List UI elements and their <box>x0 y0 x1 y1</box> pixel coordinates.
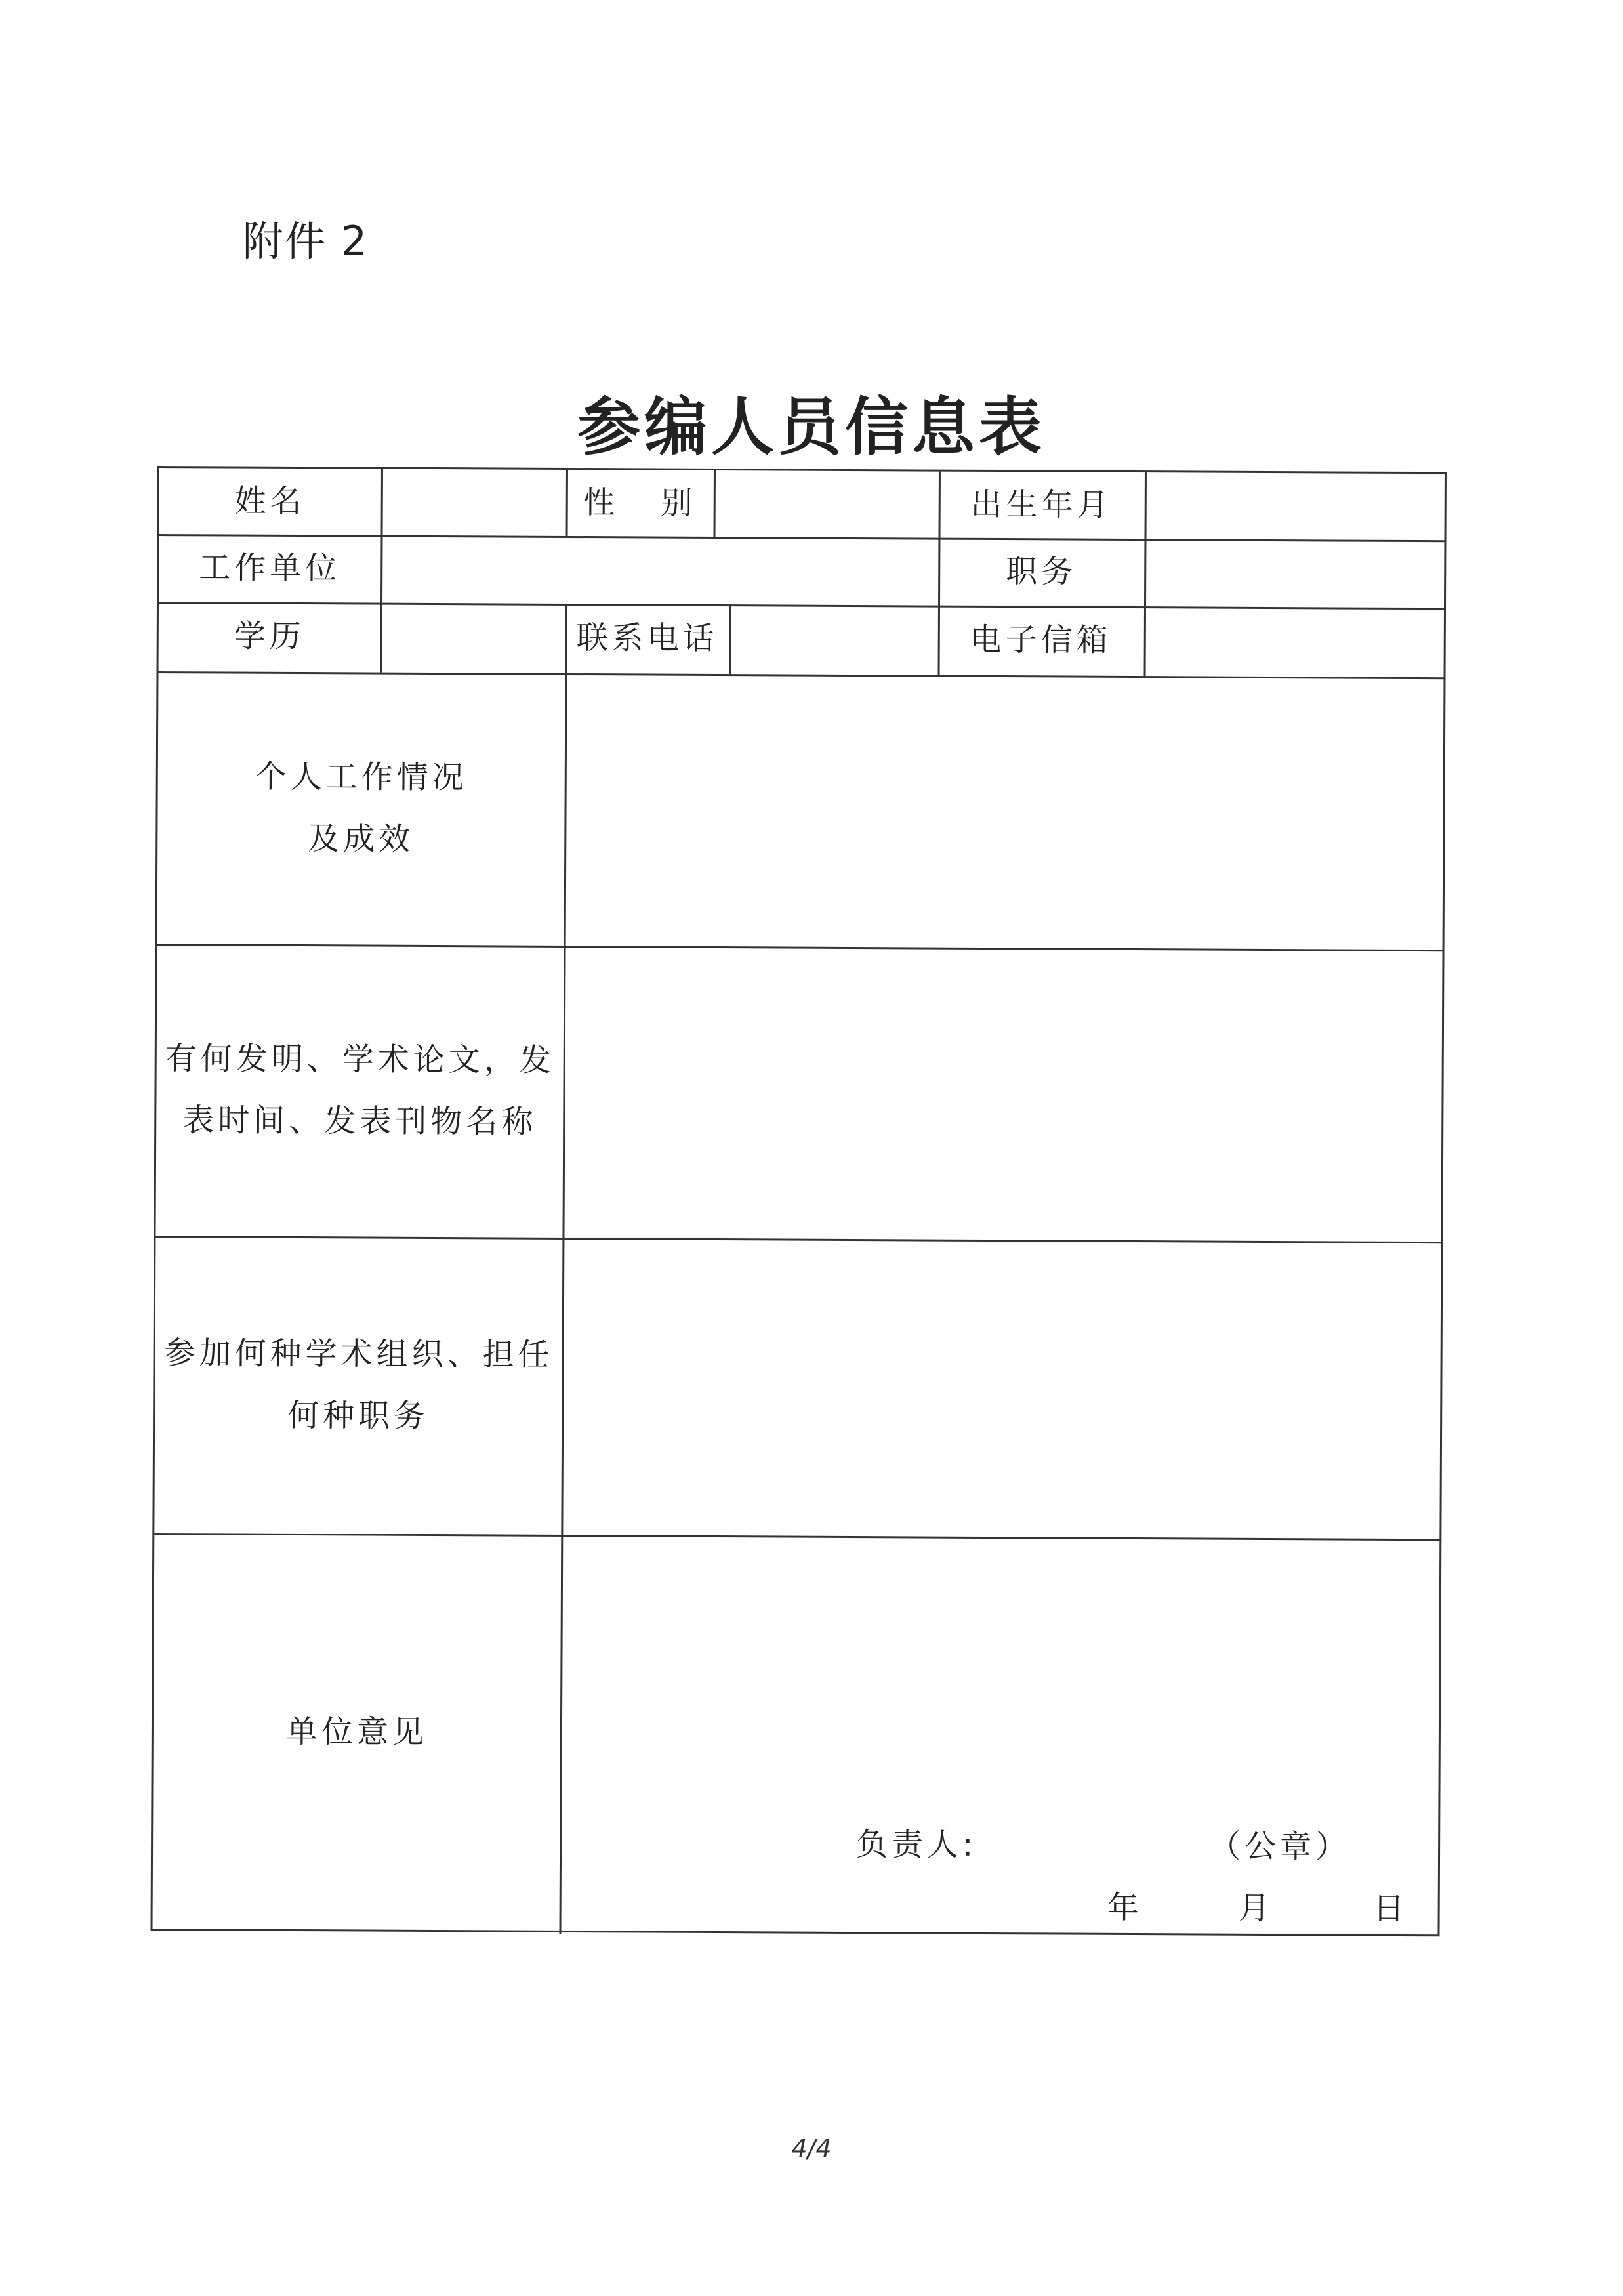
label-organizations <box>154 1236 562 1535</box>
page-number: 4/4 <box>791 2134 832 2163</box>
date-month-label: 月 <box>1238 1889 1274 1927</box>
inventions-value[interactable] <box>562 946 1444 1242</box>
label-work-achievement <box>157 671 565 946</box>
official-seal-label: （公章） <box>1208 1827 1351 1866</box>
work-unit-value[interactable] <box>380 535 938 606</box>
email-value[interactable] <box>1144 606 1446 677</box>
phone-value[interactable] <box>729 604 938 675</box>
label-inventions-line2: 表时间、发表刊物名称 <box>182 1101 537 1140</box>
attachment-label: 附件 2 <box>243 217 369 265</box>
label-organizations-line2: 何种职务 <box>287 1396 430 1434</box>
label-education: 学历 <box>234 617 305 656</box>
label-email: 电子信箱 <box>970 621 1112 659</box>
label-position: 职务 <box>1006 553 1077 591</box>
info-form-table <box>150 466 1446 1936</box>
date-year-label: 年 <box>1107 1889 1143 1927</box>
label-gender: 性 别 <box>583 484 697 522</box>
label-phone: 联系电话 <box>576 619 718 657</box>
label-unit-opinion: 单位意见 <box>285 1713 428 1751</box>
organizations-value[interactable] <box>561 1238 1443 1539</box>
label-name: 姓名 <box>234 482 306 520</box>
date-day-label: 日 <box>1372 1890 1408 1928</box>
birth-value[interactable] <box>1144 472 1446 540</box>
label-work-unit: 工作单位 <box>199 549 341 587</box>
name-value[interactable] <box>381 469 566 536</box>
gender-value[interactable] <box>714 470 939 538</box>
position-value[interactable] <box>1144 539 1446 608</box>
label-organizations-line1: 参加何种学术组织、担任 <box>163 1334 554 1373</box>
form-title: 参编人员信息表 <box>577 390 1046 464</box>
work-achievement-value[interactable] <box>564 673 1446 950</box>
unit-opinion-value[interactable] <box>559 1535 1441 1936</box>
education-value[interactable] <box>380 603 565 673</box>
responsible-person-label: 负责人: <box>855 1826 977 1864</box>
label-inventions <box>155 944 564 1238</box>
label-inventions-line1: 有何发明、学术论文，发 <box>165 1039 555 1079</box>
label-birth: 出生年月 <box>970 486 1113 524</box>
label-work-achievement-line2: 及成效 <box>308 820 415 858</box>
label-work-achievement-line1: 个人工作情况 <box>255 758 468 797</box>
